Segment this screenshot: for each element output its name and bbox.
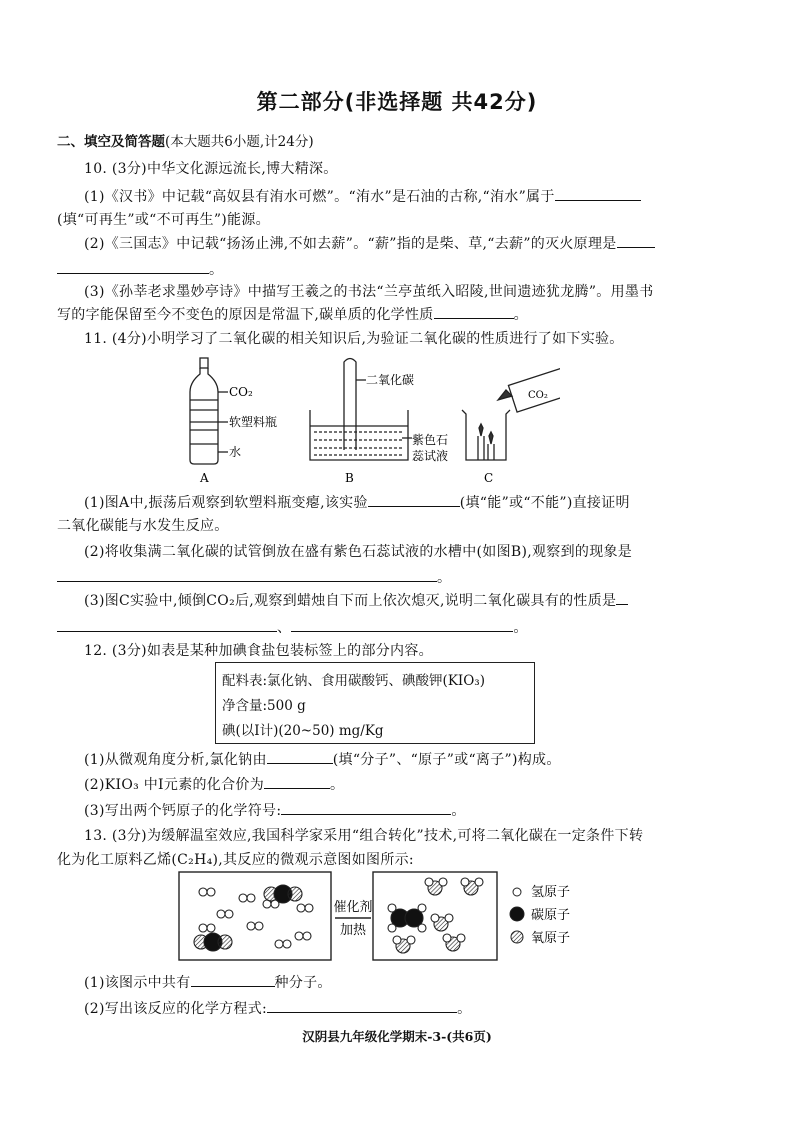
q13-part2 (84, 998, 471, 1018)
q10-p2-end: 。 (209, 262, 224, 278)
q12-p3-text: (3)写出两个钙原子的化学符号: (84, 803, 282, 819)
figure-b-label: B (345, 471, 354, 485)
q11-part1-cont: 二氧化碳能与水发生反应。 (57, 518, 229, 534)
q11-stem: 11. (4分)小明学习了二氧化碳的相关知识后,为验证二氧化碳的性质进行了如下实验。 (84, 331, 624, 347)
answer-blank[interactable] (57, 259, 209, 274)
q10-part2 (84, 233, 655, 253)
answer-blank[interactable] (267, 749, 333, 764)
answer-blank[interactable] (555, 186, 641, 201)
hydrogen-legend-label: 氢原子 (531, 885, 571, 900)
q12-stem: 12. (3分)如表是某种加碘食盐包装标签上的部分内容。 (84, 643, 433, 659)
q13-p2-text: (2)写出该反应的化学方程式: (84, 1001, 268, 1017)
carbon-legend-icon (510, 907, 524, 921)
q13-stem-cont: 化为化工原料乙烯(C₂H₄),其反应的微观示意图如图所示: (57, 852, 414, 868)
q12-part1 (84, 749, 561, 769)
page-footer: 汉阴县九年级化学期末-3-(共6页) (302, 1029, 492, 1044)
q12-p1-text2: (填“分子”、“原子”或“离子”)构成。 (332, 752, 561, 768)
q11-p3-end: 。 (513, 620, 528, 636)
figure-c-beaker (462, 368, 560, 460)
q10-part1 (84, 186, 641, 206)
reaction-diagram (175, 868, 595, 964)
answer-blank[interactable] (368, 492, 460, 507)
section-note: (本大题共6小题,计24分) (165, 134, 314, 150)
q11-part2: (2)将收集满二氧化碳的试管倒放在盛有紫色石蕊试液的水槽中(如图B),观察到的现象是 (84, 544, 633, 560)
answer-blank[interactable] (267, 998, 457, 1013)
q10-part3: (3)《孙莘老求墨妙亭诗》中描写王羲之的书法“兰亭茧纸入昭陵,世间遗迹犹龙腾”。用墨书 (84, 284, 654, 300)
q12-part3 (84, 800, 466, 820)
q10-part3-cont (57, 304, 528, 324)
answer-blank[interactable] (57, 567, 437, 582)
figure-c-label: C (484, 471, 494, 485)
figure-a-bottle-label: 软塑料瓶 (229, 415, 278, 429)
q11-p2-end: 。 (437, 570, 452, 586)
carbon-legend-label: 碳原子 (531, 908, 571, 923)
table-row: 配料表:氯化钠、食用碳酸钙、碘酸钾(KIO₃) (222, 673, 485, 689)
figure-a-label: A (200, 471, 209, 485)
q10-p2-text: (2)《三国志》中记载“扬汤止沸,不如去薪”。“薪”指的是柴、草,“去薪”的灭火原理是 (84, 236, 617, 252)
figure-a-co2-label: CO₂ (229, 385, 253, 399)
q10-stem: 10. (3分)中华文化源远流长,博大精深。 (84, 161, 338, 177)
product-molecules (388, 878, 483, 953)
heat-label: 加热 (339, 923, 367, 938)
figure-b-gas-label: 二氧化碳 (366, 373, 415, 387)
catalyst-label: 催化剂 (333, 900, 373, 915)
q13-p1-text: (1)该图示中共有 (84, 975, 191, 991)
q13-p2-end: 。 (457, 1001, 472, 1017)
table-row: 碘(以I计)(20~50) mg/Kg (222, 723, 384, 739)
q11-part2-cont (57, 567, 451, 587)
q13-part1 (84, 972, 332, 992)
answer-blank[interactable] (617, 233, 655, 248)
figure-b-liquid-label1: 紫色石 (412, 433, 449, 447)
oxygen-legend-icon (511, 931, 523, 943)
q10-part1-cont: (填“可再生”或“不可再生”)能源。 (57, 212, 270, 228)
q10-p3-end: 。 (513, 307, 528, 323)
q11-p1-text2: (填“能”或“不能”)直接证明 (459, 495, 630, 511)
answer-blank[interactable] (434, 304, 514, 319)
q13-p1-text2: 种分子。 (274, 975, 332, 991)
q10-p3-text: 写的字能保留至今不变色的原因是常温下,碳单质的化学性质 (57, 307, 434, 323)
salt-label-table (215, 662, 535, 744)
q12-p1-text: (1)从微观角度分析,氯化钠由 (84, 752, 267, 768)
q10-part2-cont (57, 259, 223, 279)
q12-p3-end: 。 (451, 803, 466, 819)
q11-part3-cont (57, 617, 528, 637)
answer-blank[interactable] (281, 800, 451, 815)
table-row: 净含量:500 g (222, 698, 306, 714)
answer-blank[interactable] (264, 774, 330, 789)
q12-p2-end: 。 (330, 777, 345, 793)
figure-b-liquid-label2: 蕊试液 (412, 449, 449, 463)
q10-p1-text: (1)《汉书》中记载“高奴县有洧水可燃”。“洧水”是石油的古称,“洧水”属于 (84, 189, 555, 205)
figure-c-co2-label: CO₂ (528, 390, 548, 401)
q13-stem: 13. (3分)为缓解温室效应,我国科学家采用“组合转化”技术,可将二氧化碳在一定条件下转 (84, 828, 644, 844)
answer-blank[interactable] (191, 972, 275, 987)
oxygen-legend-label: 氧原子 (531, 931, 571, 946)
figure-a-bottle (190, 358, 228, 464)
hydrogen-legend-icon (513, 888, 521, 896)
q11-p1-text: (1)图A中,振荡后观察到软塑料瓶变瘪,该实验 (84, 495, 368, 511)
page-title: 第二部分(非选择题 共42分) (256, 90, 538, 114)
q11-part1 (84, 492, 630, 512)
experiment-figures (180, 352, 560, 487)
answer-blank[interactable] (291, 617, 513, 632)
q12-part2 (84, 774, 344, 794)
figure-a-water-label: 水 (229, 445, 242, 459)
q11-p3-text: (3)图C实验中,倾倒CO₂后,观察到蜡烛自下而上依次熄灭,说明二氧化碳具有的性质是 (84, 593, 617, 609)
q12-p2-text: (2)KIO₃ 中I元素的化合价为 (84, 777, 264, 793)
q11-part3 (84, 590, 628, 610)
section-heading (57, 130, 314, 150)
answer-blank[interactable] (57, 617, 277, 632)
section-heading-label: 二、填空及简答题 (57, 134, 165, 150)
q11-p3-sep: 、 (277, 620, 292, 636)
answer-blank[interactable] (616, 590, 628, 605)
